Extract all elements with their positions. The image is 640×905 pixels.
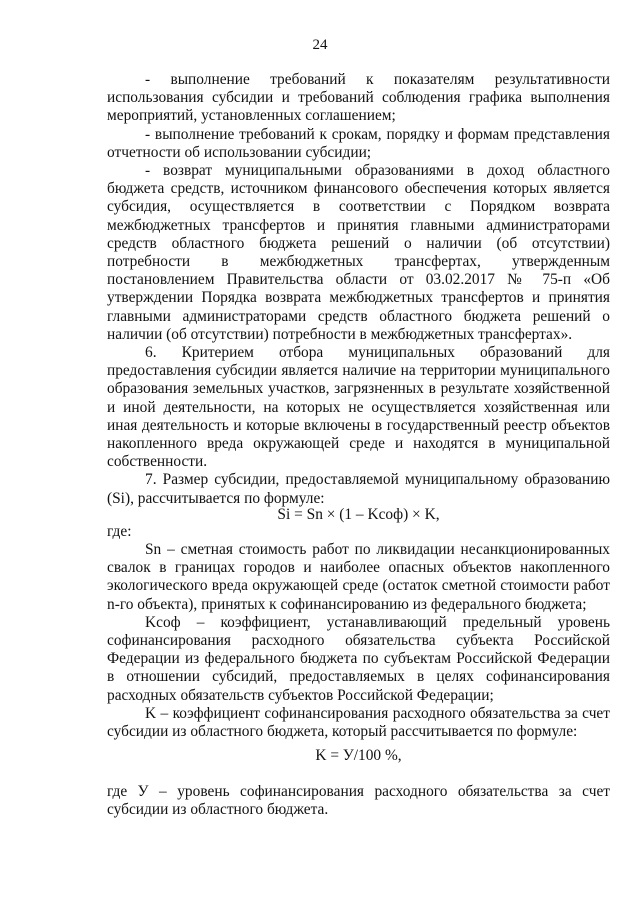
page-number: 24: [312, 37, 328, 53]
formula-1: [107, 506, 610, 524]
where-text: где:: [107, 523, 132, 540]
paragraph-selection-criterion: 6. Критерием отбора муниципальных образований для предоставления субсидии является наличие на территории муниципального образования земельных участков, загрязненных в результате хозяйственной и иной деятельности, на которых не осуществляется хозяйственная или иная деятельность и которые включены в государственный реестр объектов накопленного вреда окружающей среде и находятся в муниципальной собственности.: [107, 344, 610, 471]
paragraph-subsidy-size: 7. Размер субсидии, предоставляемой муниципальному образованию (Si), рассчитывается по формуле:: [107, 471, 610, 507]
definition-k: K – коэффициент софинансирования расходного обязательства за счет субсидии из областного бюджета, который рассчитывается по формуле:: [107, 704, 610, 741]
formula-2: [107, 747, 610, 765]
text-block-3: [107, 783, 610, 819]
paragraph-requirement-reporting: - выполнение требований к срокам, порядку и формам представления отчетности об использовании субсидии;: [107, 125, 610, 161]
definition-u: где У – уровень софинансирования расходного обязательства за счет субсидии из областного бюджета.: [107, 783, 610, 819]
text-block-1: [107, 71, 610, 508]
definition-sn: Sn – сметная стоимость работ по ликвидации несанкционированных свалок в границах городов и наиболее опасных объектов накопленного экологического вреда окружающей среде (остаток сметной стоимости работ n-го объекта), принятых к софинансированию из федерального бюджета;: [107, 541, 610, 613]
definition-kcof: Kсоф – коэффициент, устанавливающий предельный уровень софинансирования расходного обязательства субъекта Российской Федерации из федерального бюджета по субъектам Российской Федерации в отношении субсидий, предоставляемых в целях софинансирования расходных обязательств субъектов Российской Федерации;: [107, 613, 610, 704]
text-block-2: [107, 541, 610, 741]
where-label: [107, 523, 610, 541]
paragraph-requirement-results: - выполнение требований к показателям результативности использования субсидии и требований соблюдения графика выполнения мероприятий, установленных соглашением;: [107, 71, 610, 125]
formula-coefficient: K = У/100 %,: [315, 747, 402, 764]
formula-subsidy: Si = Sn × (1 – Kсоф) × K,: [277, 506, 440, 523]
paragraph-return-funds: - возврат муниципальными образованиями в доход областного бюджета средств, источником финансового обеспечения которых является субсидия, осуществляется в соответствии с Порядком возврата межбюджетных трансфертов и принятия главными администраторами средств областного бюджета решений о наличии (об отсутствии) потребности в межбюджетных трансфертах, утвержденным постановлением Правительства области от 03.02.2017 № 75-п «Об утверждении Порядка возврата межбюджетных трансфертов и принятия главными администраторами средств областного бюджета решений о наличии (об отсутствии) потребности в межбюджетных трансфертах».: [107, 162, 610, 343]
